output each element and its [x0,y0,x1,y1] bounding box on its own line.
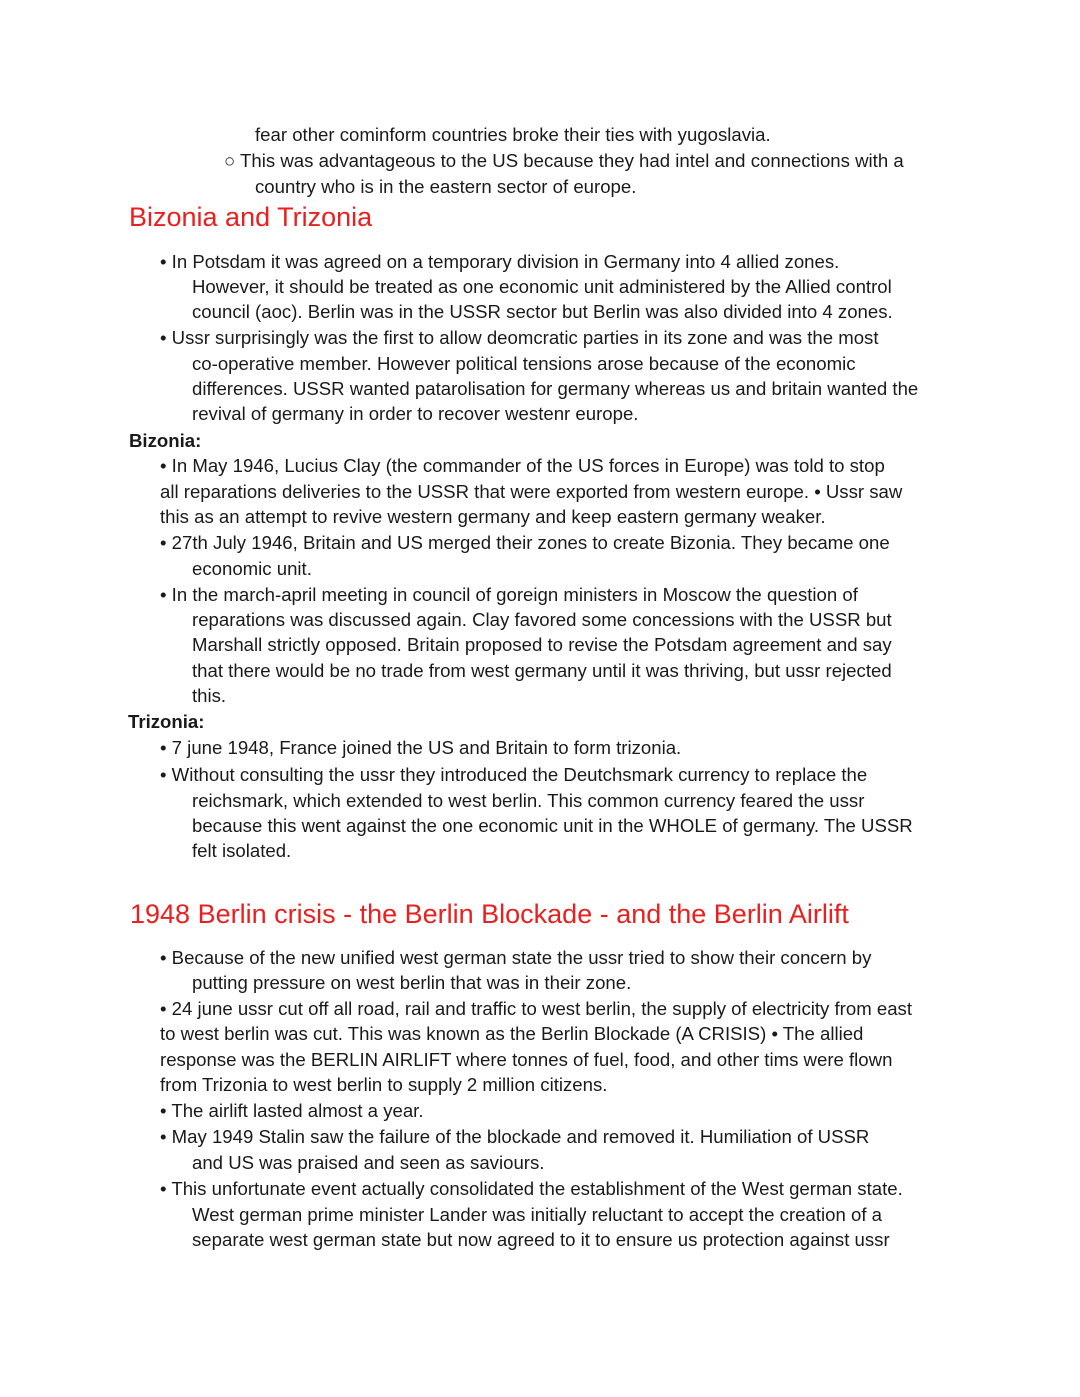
text-line: and US was praised and seen as saviours. [192,1152,545,1173]
section-heading-berlin-crisis: 1948 Berlin crisis - the Berlin Blockade - and the Berlin Airlift [130,899,849,929]
subheading-bizonia: Bizonia: [129,430,202,451]
text-line: from Trizonia to west berlin to supply 2 million citizens. [160,1074,608,1095]
text-line: ○ This was advantageous to the US because they had intel and connections with a [224,150,904,171]
text-line: separate west german state but now agreed to it to ensure us protection against ussr [192,1229,890,1250]
text-line: • Ussr surprisingly was the first to allow deomcratic parties in its zone and was the most [160,327,879,348]
text-line: Marshall strictly opposed. Britain proposed to revise the Potsdam agreement and say [192,634,892,655]
text-line: • This unfortunate event actually consolidated the establishment of the West german state. [160,1178,903,1199]
text-line: reparations was discussed again. Clay favored some concessions with the USSR but [192,609,892,630]
text-line: • In the march-april meeting in council of goreign ministers in Moscow the question of [160,584,858,605]
text-line: that there would be no trade from west germany until it was thriving, but ussr rejected [192,660,892,681]
text-line: • 7 june 1948, France joined the US and Britain to form trizonia. [160,737,682,758]
text-line: • 24 june ussr cut off all road, rail and traffic to west berlin, the supply of electricity from east [160,998,912,1019]
text-line: • Because of the new unified west german state the ussr tried to show their concern by [160,947,872,968]
text-line: West german prime minister Lander was initially reluctant to accept the creation of a [192,1204,883,1225]
text-line: response was the BERLIN AIRLIFT where tonnes of fuel, food, and other tims were flown [160,1049,893,1070]
text-line: putting pressure on west berlin that was in their zone. [192,972,632,993]
subheading-trizonia: Trizonia: [128,711,205,732]
text-line: reichsmark, which extended to west berlin. This common currency feared the ussr [192,790,865,811]
text-line: differences. USSR wanted patarolisation for germany whereas us and britain wanted the [192,378,919,399]
section-heading-bizonia-trizonia: Bizonia and Trizonia [129,202,373,232]
text-line: fear other cominform countries broke their ties with yugoslavia. [255,124,771,145]
text-line: this. [192,685,227,706]
text-line: • In Potsdam it was agreed on a temporary division in Germany into 4 allied zones. [160,251,840,272]
text-line: However, it should be treated as one economic unit administered by the Allied control [192,276,892,297]
text-line: council (aoc). Berlin was in the USSR sector but Berlin was also divided into 4 zones. [192,301,893,322]
text-line: • Without consulting the ussr they introduced the Deutchsmark currency to replace the [160,764,868,785]
text-line: • In May 1946, Lucius Clay (the commander of the US forces in Europe) was told to stop [160,455,885,476]
text-line: because this went against the one economic unit in the WHOLE of germany. The USSR [192,815,913,836]
text-line: this as an attempt to revive western germany and keep eastern germany weaker. [160,506,826,527]
text-line: all reparations deliveries to the USSR that were exported from western europe. • Ussr saw [160,481,903,502]
text-line: to west berlin was cut. This was known as the Berlin Blockade (A CRISIS) • The allied [160,1023,864,1044]
text-line: revival of germany in order to recover westenr europe. [192,403,639,424]
text-line: • 27th July 1946, Britain and US merged their zones to create Bizonia. They became one [160,532,890,553]
text-line: • The airlift lasted almost a year. [160,1100,424,1121]
text-line: co-operative member. However political tensions arose because of the economic [192,353,856,374]
text-line: felt isolated. [192,840,292,861]
text-line: economic unit. [192,558,312,579]
text-line: • May 1949 Stalin saw the failure of the blockade and removed it. Humiliation of USSR [160,1126,870,1147]
text-line: country who is in the eastern sector of europe. [255,176,637,197]
